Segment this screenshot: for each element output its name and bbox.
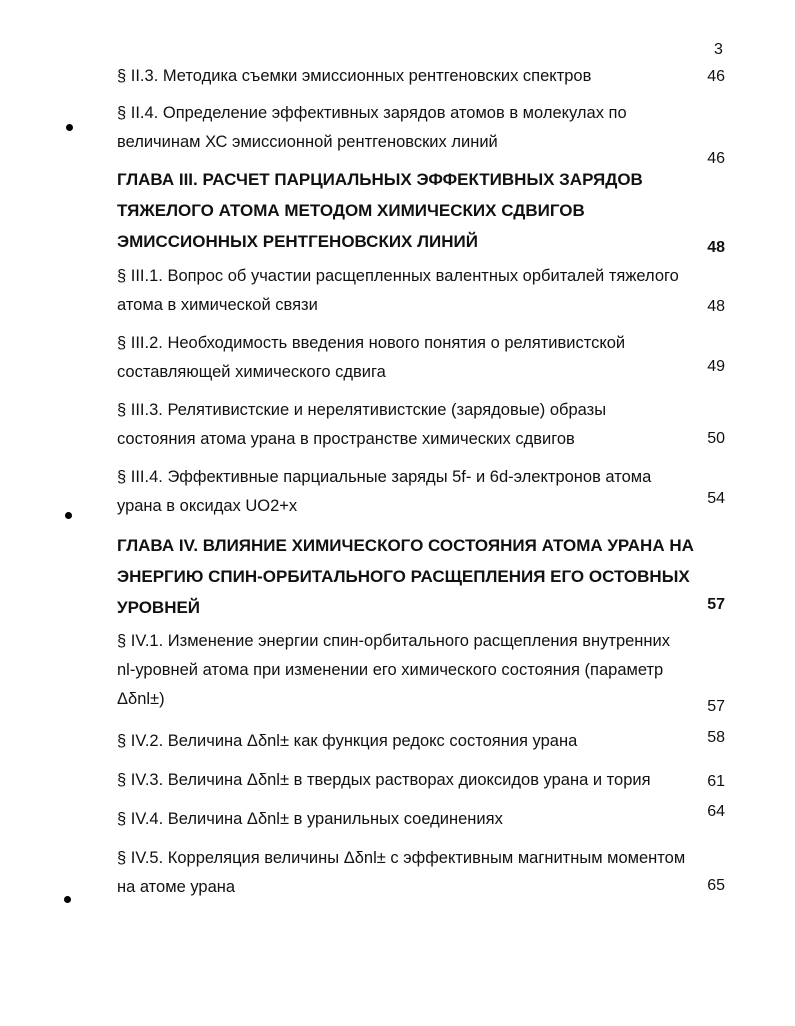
toc-entry-text: § IV.5. Корреляция величины Δδnl± с эффективным магнитным моментом xyxy=(117,849,686,867)
chapter-heading xyxy=(117,164,725,257)
toc-entry xyxy=(117,627,725,714)
toc-entry-text: § IV.2. Величина Δδnl± как функция редокс состояния урана xyxy=(117,732,578,750)
toc-page: 54 xyxy=(707,490,725,507)
chapter-heading-text: ЭНЕРГИЮ СПИН-ОРБИТАЛЬНОГО РАСЩЕПЛЕНИЯ ЕГО ОСТОВНЫХ xyxy=(117,567,690,586)
toc-page: 57 xyxy=(707,698,725,715)
toc-entry-text: § III.4. Эффективные парциальные заряды 5f- и 6d-электронов атома xyxy=(117,468,652,486)
toc-entry-text: § IV.1. Изменение энергии спин-орбитального расщепления внутренних xyxy=(117,632,670,650)
toc-entry-text: § II.3. Методика съемки эмиссионных рентгеновских спектров xyxy=(117,67,592,85)
toc-entry-text: величинам ХС эмиссионной рентгеновских линий xyxy=(117,133,498,151)
chapter-heading-text: УРОВНЕЙ xyxy=(117,598,201,617)
toc-entry-text: § III.3. Релятивистские и нерелятивистские (зарядовые) образы xyxy=(117,401,607,419)
toc-entry-text: составляющей химического сдвига xyxy=(117,363,386,381)
toc-page: 57 xyxy=(707,596,725,613)
toc-entry xyxy=(117,262,725,320)
toc-entry-text: § III.2. Необходимость введения нового понятия о релятивистской xyxy=(117,334,626,352)
chapter-heading-text: ЭМИССИОННЫХ РЕНТГЕНОВСКИХ ЛИНИЙ xyxy=(117,232,478,251)
toc-entry xyxy=(117,766,725,795)
toc-page: 46 xyxy=(707,150,725,167)
toc-entry xyxy=(117,844,725,902)
toc-page: 64 xyxy=(707,803,725,820)
toc-entry-text: § IV.3. Величина Δδnl± в твердых растворах диоксидов урана и тория xyxy=(117,771,651,789)
toc-page: 49 xyxy=(707,358,725,375)
toc-entry-text: § II.4. Определение эффективных зарядов атомов в молекулах по xyxy=(117,104,627,122)
chapter-heading-text: ГЛАВА IV. ВЛИЯНИЕ ХИМИЧЕСКОГО СОСТОЯНИЯ АТОМА УРАНА НА xyxy=(117,536,694,555)
toc-entry xyxy=(117,62,725,91)
toc-entry xyxy=(117,396,725,454)
chapter-heading xyxy=(117,530,725,623)
toc-entry-text: на атоме урана xyxy=(117,878,236,896)
toc-page: 58 xyxy=(707,729,725,746)
toc-page: 48 xyxy=(707,298,725,315)
toc-page: 65 xyxy=(707,877,725,894)
toc-entry xyxy=(117,805,725,834)
toc-entry xyxy=(117,329,725,387)
toc-entry xyxy=(117,727,725,756)
chapter-heading-text: ТЯЖЕЛОГО АТОМА МЕТОДОМ ХИМИЧЕСКИХ СДВИГОВ xyxy=(117,201,585,220)
margin-mark xyxy=(65,512,72,519)
toc-entry-text: атома в химической связи xyxy=(117,296,318,314)
toc-entry-text: состояния атома урана в пространстве химических сдвигов xyxy=(117,430,575,448)
chapter-heading-text: ГЛАВА III. РАСЧЕТ ПАРЦИАЛЬНЫХ ЭФФЕКТИВНЫХ ЗАРЯДОВ xyxy=(117,170,643,189)
toc-page: 50 xyxy=(707,430,725,447)
toc-entry-text: § III.1. Вопрос об участии расщепленных валентных орбиталей тяжелого xyxy=(117,267,679,285)
toc-entry-text: nl-уровней атома при изменении его химического состояния (параметр xyxy=(117,661,664,679)
toc-entry xyxy=(117,463,725,521)
margin-mark xyxy=(64,896,71,903)
margin-mark xyxy=(66,124,73,131)
toc-entry xyxy=(117,99,725,157)
page-number: 3 xyxy=(714,41,723,58)
toc-entry-text: Δδnl±) xyxy=(117,690,165,708)
toc-entry-text: § IV.4. Величина Δδnl± в уранильных соединениях xyxy=(117,810,503,828)
toc-page: 48 xyxy=(707,239,725,256)
toc-page: 61 xyxy=(707,773,725,790)
toc-page: 46 xyxy=(707,68,725,85)
toc-entry-text: урана в оксидах UO2+x xyxy=(117,497,298,515)
